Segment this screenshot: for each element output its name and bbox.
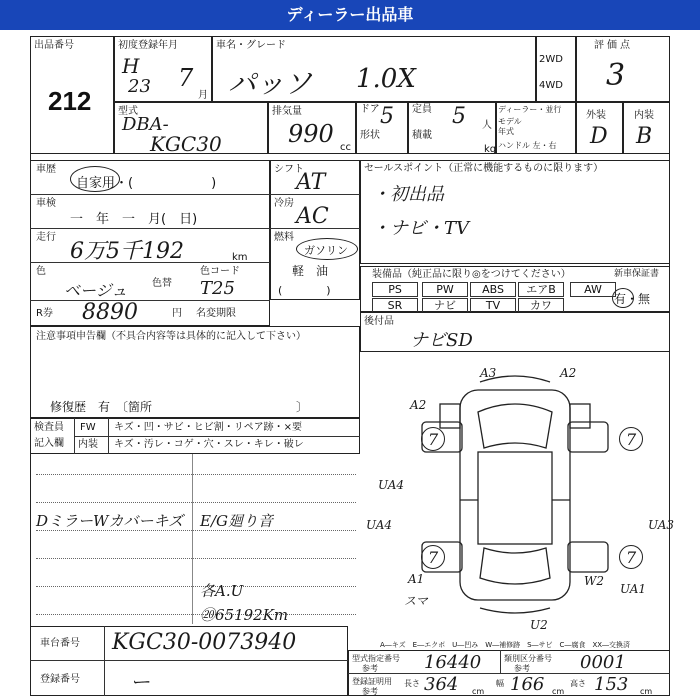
- inspector-damage2: キズ・汚レ・コゲ・穴・スレ・キレ・破レ: [114, 439, 304, 450]
- classno-value: 0001: [580, 652, 626, 673]
- exterior-label: 外装: [586, 110, 606, 121]
- damage-mark: UA1: [620, 582, 647, 596]
- damage-legend: A―キズ E―エクボ U―凹み W―補修跡 S―サビ C―腐食 XX―交換済: [380, 641, 631, 649]
- interior-label: 内装: [634, 110, 654, 121]
- recycle-value: 8890: [82, 300, 138, 325]
- inspector-line1: 検査員: [34, 422, 64, 433]
- typecert-sub: 参考: [362, 664, 378, 673]
- height-value: 153: [594, 674, 629, 695]
- dealer-line4: ハンドル 左・右: [498, 141, 557, 150]
- recycle-label: R券: [36, 308, 53, 319]
- remark-3: 各A.U: [200, 582, 244, 600]
- inspection-label: 車検: [36, 198, 56, 209]
- shift-label: シフト: [274, 164, 304, 175]
- load-label: 積載: [412, 130, 432, 141]
- typecert-label: 型式指定番号: [352, 654, 400, 663]
- aircon-label: 冷房: [274, 198, 294, 209]
- width-value: 166: [510, 674, 545, 695]
- roof-shape: [478, 452, 552, 544]
- damage-mark: UA3: [648, 518, 675, 532]
- inspector-damage1: キズ・凹・サビ・ヒビ割・リペア跡・×要: [114, 422, 302, 433]
- lot-label: 出品番号: [34, 40, 74, 51]
- classno-label: 類別区分番号: [504, 654, 552, 663]
- sales-point-2: ・ナビ・TV: [372, 218, 470, 239]
- car-body-outline: [460, 390, 570, 600]
- fuel-paren: ( ): [278, 284, 331, 297]
- interior-grade: B: [636, 124, 653, 149]
- damage-mark-circle: [421, 545, 445, 569]
- color-code-label: 色コード: [200, 266, 240, 277]
- length-value: 364: [424, 674, 459, 695]
- equip-item: カワ: [518, 298, 564, 313]
- registration-era: H: [122, 54, 140, 78]
- length-unit: cm: [472, 687, 485, 696]
- sales-label: セールスポイント（正常に機能するものに限ります）: [364, 163, 604, 174]
- equip-item: PS: [372, 282, 418, 297]
- classno-sub: 参考: [514, 664, 530, 673]
- chassis-value: KGC30-0073940: [112, 630, 297, 655]
- damage-mark: 7: [626, 430, 637, 449]
- damage-mark: U2: [530, 618, 548, 632]
- equip-item: エアB: [518, 282, 564, 297]
- remark-1: DミラーWカバーキズ: [36, 512, 184, 530]
- damage-mark: A2: [410, 398, 427, 412]
- shape-label: 形状: [360, 130, 380, 141]
- equip-item: PW: [422, 282, 468, 297]
- damage-mark: A2: [560, 366, 577, 380]
- inspector-fw: FW: [80, 422, 96, 433]
- damage-mark-circle: [619, 545, 643, 569]
- length-label: 長さ: [404, 679, 420, 688]
- damage-mark: 7: [626, 548, 637, 567]
- plate-value: ー: [130, 670, 150, 694]
- fuel-label: 燃料: [274, 232, 294, 243]
- capacity-label: 定員: [412, 104, 432, 115]
- sales-box: [360, 160, 670, 264]
- displacement-value: 990: [288, 120, 334, 148]
- color-code-value: T25: [200, 278, 235, 299]
- inspection-value: 一 年 一 月( 日): [70, 212, 198, 227]
- right-mirror-shape: [570, 404, 590, 428]
- chassis-label: 車台番号: [40, 638, 80, 649]
- warranty-label: 新車保証書: [614, 269, 660, 279]
- warranty-value: 有・無: [614, 292, 651, 306]
- inspector-interior: 内装: [78, 439, 98, 450]
- doors-label: ドア: [360, 104, 380, 115]
- damage-mark: 7: [428, 430, 439, 449]
- capacity-unit: 人: [482, 120, 492, 131]
- car-label: 車名・グレード: [216, 40, 286, 51]
- registration-month: 7: [178, 64, 194, 92]
- dims-cert: 登録証明用: [352, 677, 392, 686]
- load-unit: kg: [484, 144, 497, 155]
- equip-label: 装備品（純正品に限り◎をつけてください）: [372, 269, 571, 280]
- registration-label: 初度登録年月: [118, 40, 178, 51]
- registration-year: 23: [128, 76, 151, 97]
- windshield-shape: [478, 404, 552, 448]
- aftermarket-box: [360, 312, 670, 352]
- shift-value: AT: [296, 170, 326, 195]
- drive-4wd: 4WD: [539, 80, 563, 91]
- width-label: 幅: [496, 679, 504, 688]
- damage-mark-circle: [421, 427, 445, 451]
- plate-label: 登録番号: [40, 674, 80, 685]
- damage-mark: スマ: [404, 594, 428, 608]
- model-prefix: DBA-: [122, 114, 169, 135]
- capacity-value: 5: [452, 104, 466, 129]
- drive-2wd: 2WD: [539, 54, 563, 65]
- damage-mark: W2: [584, 574, 604, 588]
- aftermarket-label: 後付品: [364, 316, 394, 327]
- lot-number: 212: [48, 86, 92, 116]
- mileage-unit: km: [232, 252, 248, 263]
- color-label: 色: [36, 266, 46, 277]
- score-value: 3: [606, 58, 626, 93]
- aircon-value: AC: [296, 204, 329, 229]
- height-unit: cm: [640, 687, 653, 696]
- width-unit: cm: [552, 687, 565, 696]
- left-mirror-shape: [440, 404, 460, 428]
- remark-2: E/G廻り音: [200, 512, 273, 530]
- model-label: 型式: [118, 106, 138, 117]
- equip-item: SR: [372, 298, 418, 313]
- dealer-line1: ディーラー・並行: [498, 105, 562, 114]
- history-value: 自家用・( ): [76, 176, 217, 191]
- fuel-value: ガソリン: [304, 244, 348, 257]
- equip-item: ナビ: [422, 298, 468, 313]
- aftermarket-value: ナビSD: [410, 330, 473, 351]
- damage-mark: 7: [428, 548, 439, 567]
- displacement-unit: cc: [340, 142, 351, 153]
- height-label: 高さ: [570, 679, 586, 688]
- model-code: KGC30: [150, 132, 222, 156]
- doors-value: 5: [380, 104, 394, 129]
- dealer-line3: 年式: [498, 127, 514, 136]
- drive-box: [536, 36, 576, 102]
- recycle-adjust-label: 名変期限: [196, 308, 236, 319]
- damage-mark-circle: [619, 427, 643, 451]
- equip-item: ABS: [470, 282, 516, 297]
- mileage-value: 6万5千192: [70, 239, 184, 264]
- repair-history: 修復歴 有 〔箇所 〕: [50, 400, 309, 414]
- damage-mark: UA4: [366, 518, 393, 532]
- notes-label: 注意事項申告欄（不具合内容等は具体的に記入して下さい）: [36, 331, 306, 342]
- displacement-label: 排気量: [272, 106, 302, 117]
- car-grade: 1.0X: [356, 64, 416, 94]
- car-name: パッソ: [228, 67, 313, 100]
- recycle-unit: 円: [172, 308, 182, 319]
- month-unit: 月: [198, 90, 208, 101]
- equip-item: TV: [470, 298, 516, 313]
- damage-mark: A1: [408, 572, 425, 586]
- color-value: ベージュ: [64, 281, 128, 300]
- dims-sub: 参考: [362, 687, 378, 696]
- damage-mark: UA4: [378, 478, 405, 492]
- header-bar: [0, 0, 700, 30]
- sales-point-1: ・初出品: [372, 184, 444, 205]
- damage-mark: A3: [480, 366, 497, 380]
- exterior-grade: D: [590, 124, 608, 149]
- dealer-line2: モデル: [498, 117, 522, 126]
- mileage-label: 走行: [36, 232, 56, 243]
- equip-item: AW: [570, 282, 616, 297]
- remark-4: ⑳65192Km: [200, 606, 289, 624]
- score-label: 評価点: [594, 40, 633, 51]
- fuel-alt: 軽 油: [292, 264, 329, 278]
- header-title: ディーラー出品車: [286, 5, 414, 24]
- history-label: 車歴: [36, 164, 56, 175]
- color-change-label: 色替: [152, 278, 172, 289]
- rear-window-shape: [480, 548, 550, 584]
- typecert-value: 16440: [424, 652, 482, 673]
- inspector-line2: 記入欄: [34, 438, 64, 449]
